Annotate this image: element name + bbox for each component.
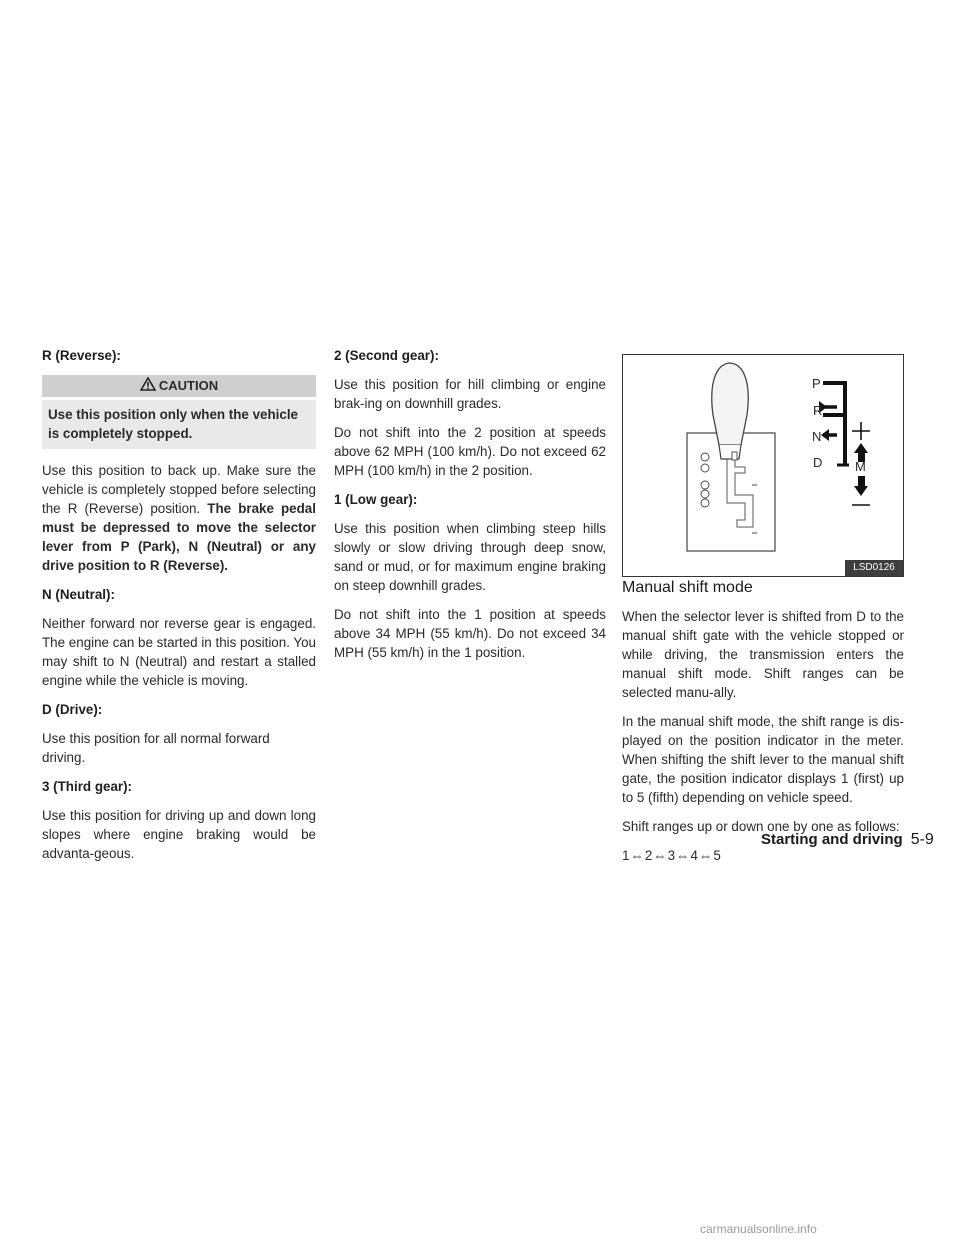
heading-third: 3 (Third gear): bbox=[42, 779, 133, 794]
gear-label-n: N bbox=[812, 429, 822, 444]
second-text-1: Use this position for hill climbing or engine brak-ing on downhill grades. bbox=[334, 377, 606, 411]
gear-label-m: M bbox=[855, 459, 866, 474]
shift-sequence: 1⇔2⇔3⇔4⇔5 bbox=[622, 848, 722, 863]
footer-section: Starting and driving bbox=[761, 831, 903, 848]
page-number: 5-9 bbox=[910, 831, 934, 848]
figure-code: LSD0126 bbox=[845, 560, 903, 576]
low-text-2: Do not shift into the 1 position at speeds above 34 MPH (55 km/h). Do not exceed 34 MPH (55 km/h) in the 1 position. bbox=[334, 607, 606, 660]
column-left bbox=[42, 346, 316, 873]
heading-low: 1 (Low gear): bbox=[334, 492, 418, 507]
gear-label-r: R bbox=[813, 403, 823, 418]
warning-icon bbox=[140, 376, 156, 398]
low-text-1: Use this position when climbing steep hills slowly or slow driving through deep snow, sand or mud, or for maximum engine braking on steep downhill grades. bbox=[334, 521, 606, 593]
section-title-manual-shift: Manual shift mode bbox=[622, 579, 753, 596]
caution-label: CAUTION bbox=[158, 378, 219, 393]
manual-text-1: When the selector lever is shifted from D to the manual shift gate with the vehicle stopped or while driving, the transmission enters the manual shift mode. Shift ranges can be selected manu-ally. bbox=[622, 609, 904, 700]
manual-text-2: In the manual shift mode, the shift range is dis-played on the position indicator in the meter. When shifting the shift lever to the manual shift gate, the position indicator displays 1 (first) up to 5 (fifth) depending on vehicle speed. bbox=[622, 714, 904, 805]
watermark: carmanualsonline.info bbox=[700, 1222, 817, 1236]
caution-header bbox=[42, 375, 316, 397]
page-footer bbox=[761, 831, 934, 849]
second-text-2: Do not shift into the 2 position at speeds above 62 MPH (100 km/h). Do not exceed 62 MPH (100 km/h) in the 2 position. bbox=[334, 425, 606, 478]
reverse-paragraph bbox=[42, 461, 316, 575]
third-text: Use this position for driving up and down long slopes where engine braking would be advanta-geous. bbox=[42, 808, 316, 861]
reverse-text: Use this position to back up. Make sure the vehicle is completely stopped before selecting the R (Reverse) position. bbox=[42, 463, 316, 516]
gear-label-d: D bbox=[813, 455, 823, 470]
neutral-text: Neither forward nor reverse gear is engaged. The engine can be started in this position. You may shift to N (Neutral) and restart a stalled engine while the vehicle is moving. bbox=[42, 616, 316, 688]
heading-drive: D (Drive): bbox=[42, 702, 103, 717]
heading-second: 2 (Second gear): bbox=[334, 348, 439, 363]
heading-reverse: R (Reverse): bbox=[42, 348, 121, 363]
shift-lever-figure bbox=[622, 354, 904, 577]
manual-text-3: Shift ranges up or down one by one as follows: bbox=[622, 819, 900, 834]
reverse-bold-text: The brake pedal must be depressed to move the selector lever from P (Park), N (Neutral) or any drive position to R (Reverse). bbox=[42, 501, 316, 573]
drive-text: Use this position for all normal forward driving. bbox=[42, 731, 270, 765]
heading-neutral: N (Neutral): bbox=[42, 587, 115, 602]
caution-text: Use this position only when the vehicle is completely stopped. bbox=[42, 400, 316, 449]
column-middle bbox=[334, 346, 606, 672]
gear-label-p: P bbox=[812, 376, 821, 391]
